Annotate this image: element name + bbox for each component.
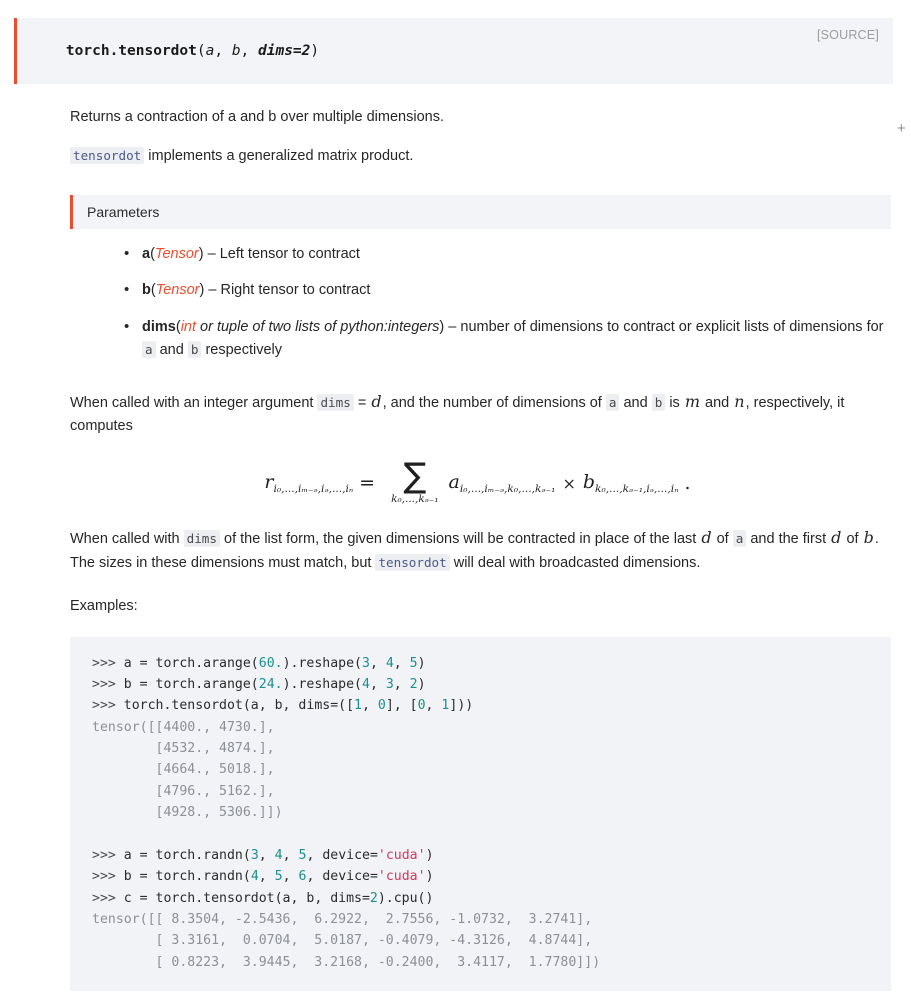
code-input-line <box>92 891 433 906</box>
code-token-plain: , device= <box>306 869 378 885</box>
body-p2-g: . The sizes in these dimensions must match, but <box>70 531 879 571</box>
code-token-num: 4 <box>250 869 259 885</box>
code-token-plain: torch.tensordot(a, b, dims=([ <box>123 698 355 714</box>
eq-lhs-sub: i₀,...,iₘ₋ₔ,iₔ,...,iₙ <box>273 481 354 495</box>
body-p2-c: of <box>712 531 733 548</box>
inline-code-b-2: b <box>652 394 666 411</box>
code-prompt: >>> <box>92 655 124 671</box>
code-input-line <box>92 848 434 863</box>
code-output-text: tensor([[ 8.3504, -2.5436, 6.2922, 2.7556, -1.0732, 3.2741], <box>92 912 593 928</box>
code-token-num: 24. <box>258 676 283 692</box>
code-prompt: >>> <box>92 847 124 863</box>
code-token-num: 4 <box>385 655 394 671</box>
signature-open-paren: ( <box>196 43 206 59</box>
inline-code-dims-1: dims <box>317 394 353 411</box>
source-link[interactable]: [SOURCE] <box>816 28 879 42</box>
parameter-item-b <box>142 279 891 302</box>
code-prompt: >>> <box>92 676 124 692</box>
param-dash-b: – <box>204 282 221 299</box>
code-blank-line <box>92 824 869 845</box>
code-token-num: 3 <box>250 847 259 863</box>
intro-paragraph <box>70 106 891 129</box>
body-p1-e: is <box>665 394 684 411</box>
param-type-b: Tensor <box>155 282 200 299</box>
param-desc-dims-a: number of dimensions to contract or explicit lists of dimensions for <box>460 318 884 335</box>
code-token-plain: b = torch.randn( <box>123 869 251 885</box>
body-section <box>70 389 891 619</box>
code-prompt: >>> <box>92 869 124 885</box>
code-output-text: [4532., 4874.], <box>92 741 275 757</box>
param-name-b: b <box>142 282 151 299</box>
body-p1-d: and <box>619 394 652 411</box>
code-token-plain: a = torch.randn( <box>123 847 251 863</box>
param-type-open-dims: ( <box>175 318 181 335</box>
code-token-plain: , <box>369 655 386 671</box>
code-token-plain: ) <box>425 847 434 863</box>
inline-code-a: a <box>142 341 156 358</box>
math-var-b: b <box>863 528 874 548</box>
code-token-num: 5 <box>274 869 283 885</box>
intro-line-2-rest: implements a generalized matrix product. <box>144 148 414 165</box>
inline-code-b: b <box>188 341 202 358</box>
signature-close-paren: ) <box>310 43 320 59</box>
parameters-section <box>70 195 891 363</box>
eq-summation <box>391 455 439 506</box>
code-token-num: 5 <box>409 655 418 671</box>
code-token-num: 2 <box>409 676 418 692</box>
param-dash-dims: – <box>444 318 461 335</box>
signature-param-a: a <box>205 43 215 59</box>
code-token-plain: ).reshape( <box>282 655 362 671</box>
code-token-str: 'cuda' <box>377 869 426 885</box>
code-output-text: [4664., 5018.], <box>92 762 275 778</box>
code-token-num: 3 <box>385 676 394 692</box>
code-token-num: 0 <box>377 698 386 714</box>
code-output-line <box>92 784 275 799</box>
example-code-block[interactable] <box>70 637 891 992</box>
code-prompt: >>> <box>92 698 124 714</box>
code-token-plain: , <box>258 869 275 885</box>
param-type-close-dims: ) <box>439 318 445 335</box>
param-dash-a: – <box>203 245 220 262</box>
intro-paragraph-2 <box>70 145 891 168</box>
code-token-plain: , <box>369 676 386 692</box>
eq-times-icon: × <box>562 473 576 493</box>
code-token-num: 5 <box>298 847 307 863</box>
body-p1-f: and <box>701 394 734 411</box>
param-type-extra-dims: or tuple of two lists of python:integers <box>196 318 440 335</box>
body-p2-b: of the list form, the given dimensions will be contracted in place of the last <box>219 531 701 548</box>
eq-term-2 <box>583 471 679 494</box>
eq-term1-var: a <box>448 471 460 494</box>
code-output-line <box>92 955 600 970</box>
code-token-plain: ).reshape( <box>282 676 362 692</box>
math-var-n: n <box>734 391 745 411</box>
param-name-a: a <box>142 245 151 262</box>
body-p2-h: will deal with broadcasted dimensions. <box>449 554 701 571</box>
eq-term2-sub: k₀,...,kₔ₋₁,iₔ,...,iₙ <box>595 481 679 495</box>
code-token-num: 1 <box>441 698 450 714</box>
eq-equals: = <box>359 472 376 494</box>
param-desc-dims-c: respectively <box>201 342 283 359</box>
body-p1-b: = <box>353 394 371 411</box>
math-var-m: m <box>684 391 700 411</box>
math-var-d-1: d <box>371 391 382 411</box>
param-type-dims: int <box>180 318 197 335</box>
display-equation <box>70 455 891 506</box>
body-paragraph-1 <box>70 389 891 439</box>
code-token-plain: , <box>282 869 299 885</box>
code-output-text: tensor([[4400., 4730.], <box>92 719 275 735</box>
inline-code-tensordot: tensordot <box>70 147 144 164</box>
inline-code-dims-2: dims <box>184 530 220 547</box>
code-output-line <box>92 805 283 820</box>
code-token-str: 'cuda' <box>377 847 426 863</box>
code-token-num: 2 <box>369 890 378 906</box>
inline-code-tensordot-2: tensordot <box>375 554 449 571</box>
code-token-plain: ])) <box>449 698 474 714</box>
code-output-line <box>92 912 592 927</box>
examples-label: Examples: <box>70 598 138 615</box>
param-desc-dims-b: and <box>155 342 188 359</box>
code-token-num: 1 <box>354 698 362 714</box>
parameter-item-a <box>142 243 891 266</box>
code-input-line <box>92 698 473 713</box>
code-token-plain: a = torch.arange( <box>123 655 259 671</box>
param-desc-b: Right tensor to contract <box>220 282 371 299</box>
code-token-plain: , <box>361 698 378 714</box>
code-token-num: 0 <box>417 698 426 714</box>
param-type-close-a: ) <box>198 245 204 262</box>
inline-code-a-2: a <box>606 394 620 411</box>
param-name-dims: dims <box>142 318 176 335</box>
param-type-open-a: ( <box>150 245 155 262</box>
code-output-line <box>92 720 275 735</box>
code-token-plain: , <box>258 847 275 863</box>
eq-lhs <box>264 471 353 494</box>
code-token-plain: , <box>393 655 410 671</box>
body-paragraph-2 <box>70 525 891 575</box>
code-token-num: 3 <box>361 655 370 671</box>
parameter-item-dims <box>142 316 891 363</box>
code-output-text: [4796., 5162.], <box>92 783 275 799</box>
code-token-num: 60. <box>258 655 283 671</box>
eq-lhs-var: r <box>264 471 274 494</box>
code-input-line <box>92 677 426 692</box>
code-output-text: [4928., 5306.]]) <box>92 805 283 821</box>
code-output-line <box>92 933 592 948</box>
signature-param-dims: dims=2 <box>258 43 311 59</box>
parameters-heading: Parameters <box>70 195 891 229</box>
function-name: torch.tensordot <box>65 43 197 59</box>
body-p2-a: When called with <box>70 531 184 548</box>
code-output-line <box>92 762 275 777</box>
code-output-text: [ 3.3161, 0.0704, 5.0187, -0.4079, -4.3126, 4.8744], <box>92 933 593 949</box>
code-token-plain: , <box>425 698 442 714</box>
signature-param-b: b <box>231 43 241 59</box>
body-p1-g: , respectively, it computes <box>70 394 845 435</box>
eq-term2-var: b <box>582 471 596 494</box>
body-p1-c: , and the number of dimensions of <box>382 394 606 411</box>
code-token-plain: b = torch.arange( <box>123 676 259 692</box>
body-p1-a: When called with an integer argument <box>70 394 318 411</box>
eq-period: . <box>684 472 691 494</box>
code-input-line <box>92 869 434 884</box>
eq-term1-sub: i₀,...,iₘ₋ₔ,k₀,...,kₔ₋₁ <box>459 481 556 495</box>
code-token-plain: ).cpu() <box>377 890 434 906</box>
code-input-line <box>92 656 426 671</box>
inline-code-a-3: a <box>733 530 747 547</box>
sigma-icon: ∑ <box>403 455 427 496</box>
signature-sep-2: , <box>240 43 259 59</box>
body-p2-e: and the first <box>746 531 831 548</box>
edge-artifact-icon: + <box>897 122 906 136</box>
code-output-line <box>92 741 275 756</box>
doc-content <box>70 106 891 169</box>
function-signature <box>31 27 319 75</box>
body-p2-f: of <box>842 531 863 548</box>
function-signature-header <box>14 18 893 84</box>
code-token-plain: ) <box>417 676 426 692</box>
code-token-plain: , <box>393 676 410 692</box>
code-token-plain: c = torch.tensordot(a, b, dims= <box>123 890 370 906</box>
code-token-num: 4 <box>274 847 283 863</box>
code-token-num: 4 <box>361 676 370 692</box>
param-type-open-b: ( <box>150 282 156 299</box>
code-token-num: 6 <box>298 869 307 885</box>
eq-term-1 <box>449 471 556 494</box>
param-type-close-b: ) <box>199 282 205 299</box>
eq-sum-limits: k₀,...,kₔ₋₁ <box>391 493 439 506</box>
equation-content <box>264 455 696 506</box>
parameters-list <box>70 243 891 363</box>
code-token-plain: , device= <box>306 847 378 863</box>
code-token-plain: , <box>282 847 299 863</box>
param-desc-a: Left tensor to contract <box>219 245 360 262</box>
code-token-plain: ) <box>417 655 426 671</box>
code-token-plain: ], [ <box>385 698 418 714</box>
code-token-plain: ) <box>425 869 434 885</box>
math-var-d-3: d <box>831 528 842 548</box>
code-output-text: [ 0.8223, 3.9445, 3.2168, -0.2400, 3.4117, 1.7780]]) <box>92 954 601 970</box>
code-prompt: >>> <box>92 890 124 906</box>
signature-sep-1: , <box>214 43 232 59</box>
intro-line-1: Returns a contraction of a and b over multiple dimensions. <box>70 109 444 125</box>
math-var-d-2: d <box>701 528 712 548</box>
param-type-a: Tensor <box>154 245 199 262</box>
